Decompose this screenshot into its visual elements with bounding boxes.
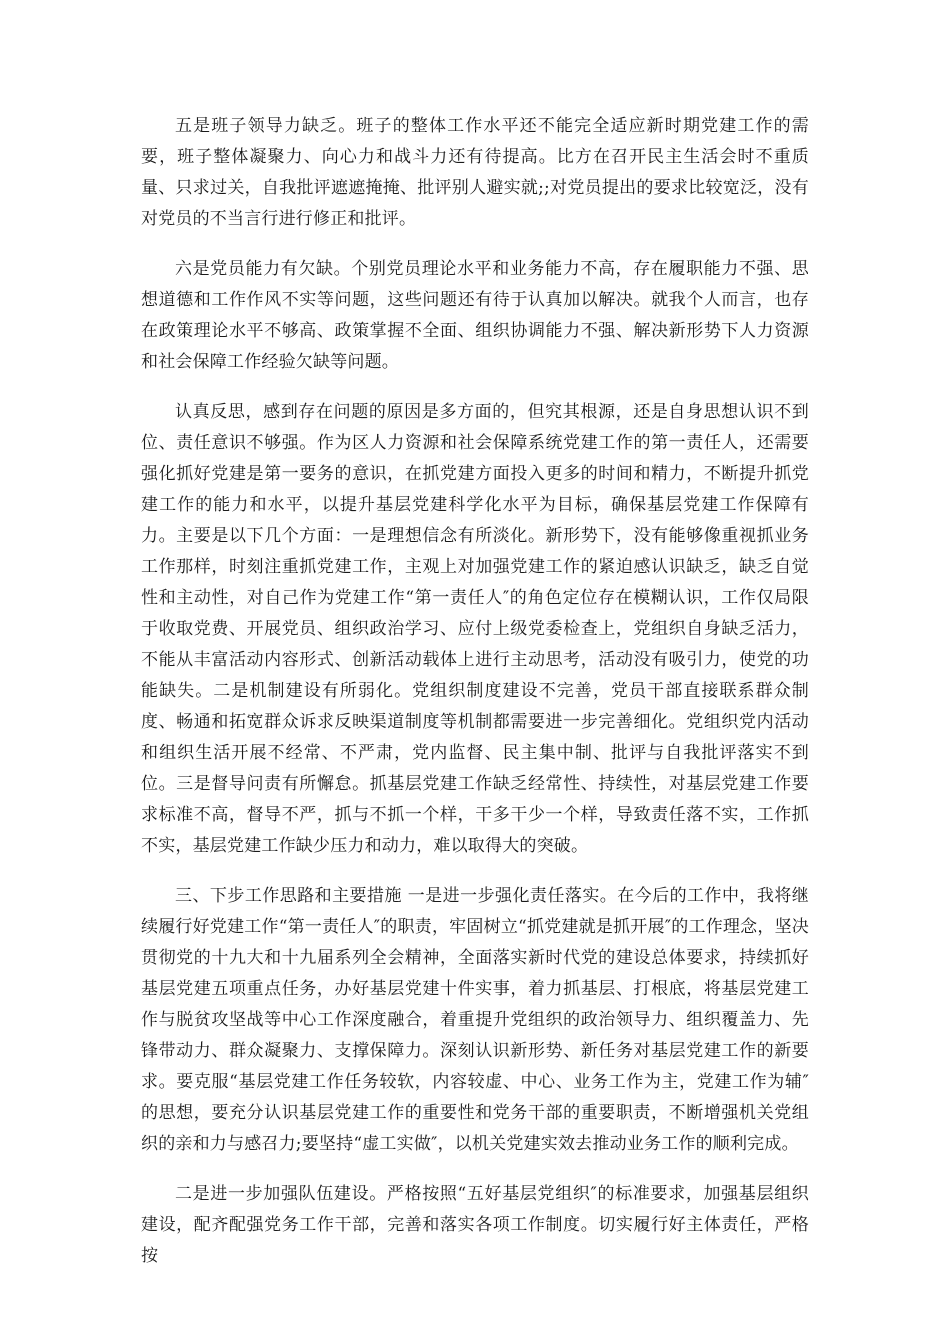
paragraph-next-steps-responsibility: 三、下步工作思路和主要措施 一是进一步强化责任落实。在今后的工作中，我将继续履行好党建工作“第一责任人″的职责，牢固树立“抓党建就是抓开展″的工作理念，坚决贯彻党的十九大和十九届系列全会精神，全面落实新时代党的建设总体要求，持续抓好基层党建五项重点任务，办好基层党建十件实事，着力抓基层、打根底，将基层党建工作与脱贫攻坚战等中心工作深度融合，着重提升党组织的政治领导力、组织覆盖力、先锋带动力、群众凝聚力、支撑保障力。深刻认识新形势、新任务对基层党建工作的新要求。要克服“基层党建工作任务较软，内容较虚、中心、业务工作为主，党建工作为辅″的思想，要充分认识基层党建工作的重要性和党务干部的重要职责，不断增强机关党组织的亲和力与感召力;要坚持“虚工实做″，以机关党建实效去推动业务工作的顺利完成。	[141, 886, 809, 1154]
document-body	[141, 111, 809, 1291]
paragraph-member-capability: 六是党员能力有欠缺。个别党员理论水平和业务能力不高，存在履职能力不强、思想道德和工作作风不实等问题，这些问题还有待于认真加以解决。就我个人而言，也存在政策理论水平不够高、政策掌握不全面、组织协调能力不强、解决新形势下人力资源和社会保障工作经验欠缺等问题。	[141, 259, 809, 372]
paragraph-root-cause-reflection: 认真反思，感到存在问题的原因是多方面的，但究其根源，还是自身思想认识不到位、责任意识不够强。作为区人力资源和社会保障系统党建工作的第一责任人，还需要强化抓好党建是第一要务的意识，在抓党建方面投入更多的时间和精力，不断提升抓党建工作的能力和水平，以提升基层党建科学化水平为目标，确保基层党建工作保障有力。主要是以下几个方面：一是理想信念有所淡化。新形势下，没有能够像重视抓业务工作那样，时刻注重抓党建工作，主观上对加强党建工作的紧迫感认识缺乏，缺乏自觉性和主动性，对自己作为党建工作“第一责任人″的角色定位存在模糊认识，工作仅局限于收取党费、开展党员、组织政治学习、应付上级党委检查上，党组织自身缺乏活力，不能从丰富活动内容形式、创新活动载体上进行主动思考，活动没有吸引力，使党的功能缺失。二是机制建设有所弱化。党组织制度建设不完善，党员干部直接联系群众制度、畅通和拓宽群众诉求反映渠道制度等机制都需要进一步完善细化。党组织党内活动和组织生活开展不经常、不严肃，党内监督、民主集中制、批评与自我批评落实不到位。三是督导问责有所懈怠。抓基层党建工作缺乏经常性、持续性，对基层党建工作要求标准不高，督导不严，抓与不抓一个样，干多干少一个样，导致责任落不实，工作抓不实，基层党建工作缺少压力和动力，难以取得大的突破。	[141, 402, 809, 856]
paragraph-team-building: 二是进一步加强队伍建设。严格按照“五好基层党组织″的标准要求，加强基层组织建设，配齐配强党务工作干部，完善和落实各项工作制度。切实履行好主体责任，严格按	[141, 1184, 809, 1266]
paragraph-leadership-weakness: 五是班子领导力缺乏。班子的整体工作水平还不能完全适应新时期党建工作的需要，班子整体凝聚力、向心力和战斗力还有待提高。比方在召开民主生活会时不重质量、只求过关，自我批评遮遮掩掩、批评别人避实就;;对党员提出的要求比较宽泛，没有对党员的不当言行进行修正和批评。	[141, 116, 809, 229]
